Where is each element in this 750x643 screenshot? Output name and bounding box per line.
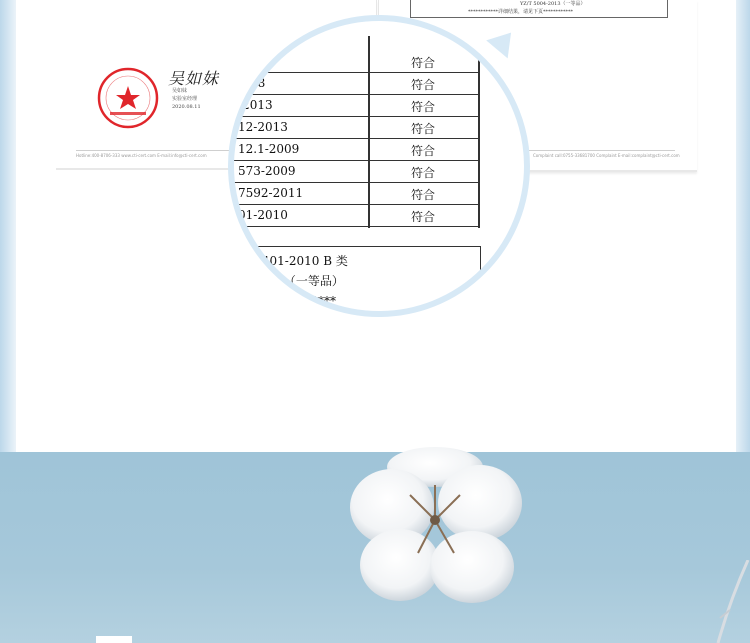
- result-cell: 符合: [411, 188, 436, 202]
- cotton-branch-image: [690, 560, 750, 643]
- result-cell: 符合: [411, 100, 436, 114]
- result-cell: 符合: [411, 166, 436, 180]
- table-row: [234, 72, 480, 95]
- standard-cell: …08: [238, 76, 266, 90]
- table-row: [234, 50, 480, 73]
- result-cell: 符合: [411, 78, 436, 92]
- red-seal-stamp: [96, 66, 160, 130]
- cotton-flower-image: [340, 445, 530, 615]
- mini-standard-cell: YZ/T 5004-2013（一等品）: [520, 1, 586, 7]
- sign-date: 2020.08.11: [172, 104, 201, 110]
- signer-role: 实验室经理: [172, 96, 198, 102]
- summary-line-1: B 18401-2010 B 类: [234, 254, 348, 268]
- standard-cell: 12-2013: [238, 120, 288, 134]
- signer-name: 吴如妹: [172, 88, 188, 94]
- footer-contact-left: Hotline:400-8706-333 www.cti-cert.com E-mail:info@cti-cert.com: [76, 153, 207, 158]
- footer-contact-right: Complaint call:0755-33681700 Complaint E-mail:complaint@cti-cert.com: [533, 153, 680, 158]
- standard-cell: 12.1-2009: [238, 142, 300, 156]
- mini-detail-note: ************详细结果，请见下页************: [468, 9, 574, 15]
- standard-cell: 573-2009: [238, 164, 296, 178]
- standard-cell: 01-2010: [238, 208, 288, 222]
- magnifier-lens: [228, 15, 530, 317]
- result-cell: 符合: [411, 144, 436, 158]
- footer-rule-right: [525, 150, 675, 151]
- result-cell: 符合: [411, 56, 436, 70]
- summary-line-2: 17-2013（一等品）: [234, 274, 344, 288]
- signature: 吴如妹: [168, 69, 220, 88]
- result-cell: 符合: [411, 210, 436, 224]
- signer-info: [172, 87, 201, 111]
- decorative-bar: [96, 636, 132, 643]
- standard-cell: 7592-2011: [238, 186, 304, 200]
- magnified-content: [228, 15, 530, 317]
- result-cell: 符合: [411, 122, 436, 136]
- summary-line-3: *******: [294, 294, 336, 308]
- standard-cell: -2013: [238, 98, 273, 112]
